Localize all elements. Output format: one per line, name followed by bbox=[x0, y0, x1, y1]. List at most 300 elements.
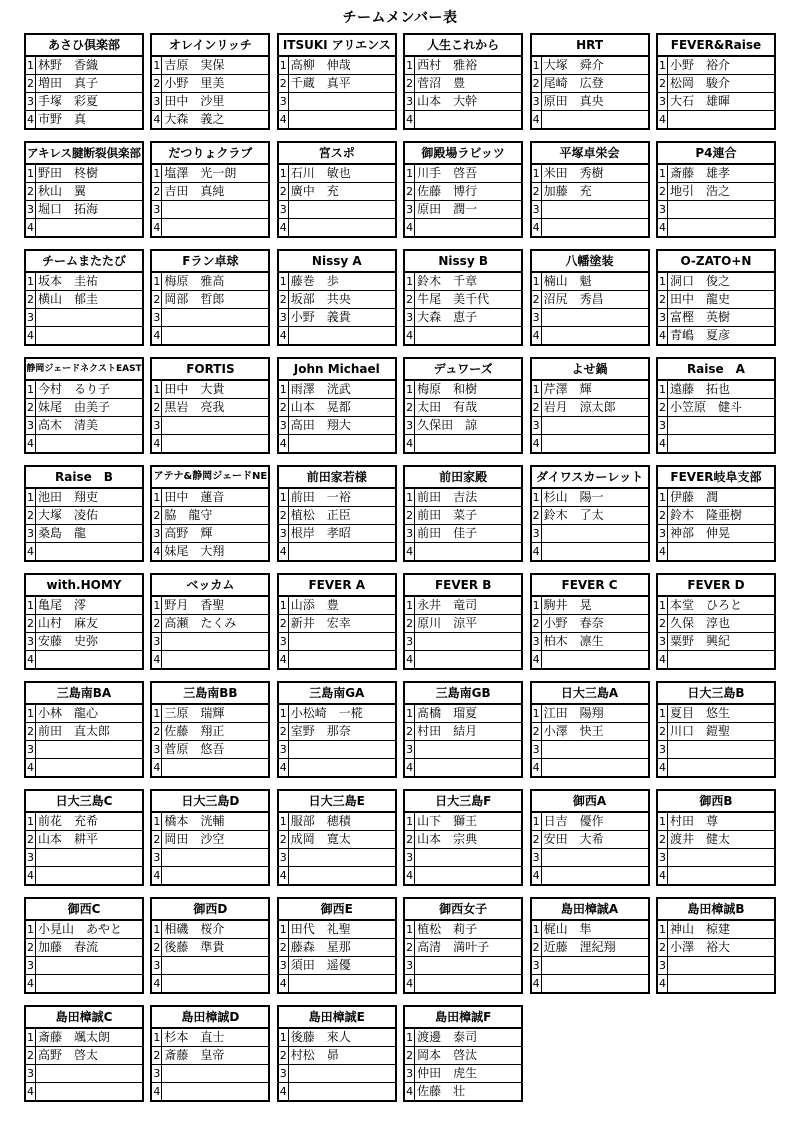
member-name: 相磯 桜介 bbox=[164, 922, 225, 936]
member-name bbox=[162, 957, 268, 974]
team-box bbox=[277, 789, 397, 886]
member-row bbox=[279, 597, 395, 615]
member-row bbox=[658, 183, 774, 201]
member-number: 4 bbox=[279, 761, 287, 774]
member-name bbox=[36, 849, 142, 866]
member-number: 4 bbox=[279, 545, 287, 558]
team-box bbox=[656, 141, 776, 238]
page-title: チームメンバー表 bbox=[342, 10, 458, 26]
member-name: 田代 礼聖 bbox=[290, 922, 351, 936]
member-name: 大塚 舜介 bbox=[543, 58, 604, 72]
member-number: 3 bbox=[406, 95, 414, 108]
member-row bbox=[532, 741, 648, 759]
member-name bbox=[542, 525, 648, 542]
member-name: 秋山 翼 bbox=[38, 184, 87, 198]
member-number: 4 bbox=[658, 113, 666, 126]
member-number: 3 bbox=[27, 1067, 34, 1080]
member-name bbox=[542, 327, 648, 344]
member-row bbox=[658, 111, 774, 128]
member-name bbox=[36, 327, 142, 344]
member-number: 4 bbox=[27, 869, 34, 882]
team-name: 宮スポ bbox=[279, 143, 395, 165]
team-box bbox=[150, 357, 270, 454]
member-row bbox=[26, 273, 142, 291]
member-number: 1 bbox=[406, 275, 414, 288]
member-name bbox=[542, 111, 648, 128]
member-row bbox=[279, 939, 395, 957]
member-number: 3 bbox=[279, 203, 287, 216]
member-number: 4 bbox=[532, 653, 540, 666]
member-name bbox=[289, 633, 395, 650]
member-row bbox=[152, 1065, 268, 1083]
member-number: 1 bbox=[658, 167, 666, 180]
member-row bbox=[152, 849, 268, 867]
member-number: 1 bbox=[279, 275, 287, 288]
member-number: 4 bbox=[532, 221, 540, 234]
member-name: 小澤 快王 bbox=[543, 724, 604, 738]
member-row bbox=[26, 831, 142, 849]
member-row bbox=[658, 759, 774, 776]
member-name: 大石 雄暉 bbox=[669, 94, 730, 108]
team-box bbox=[403, 249, 523, 346]
member-number: 4 bbox=[532, 113, 540, 126]
team-name: 御殿場ラビッツ bbox=[405, 143, 521, 165]
member-number: 2 bbox=[279, 401, 287, 414]
member-name bbox=[668, 957, 774, 974]
member-name bbox=[36, 957, 142, 974]
team-name: FORTIS bbox=[152, 359, 268, 381]
member-name: 小野 義貴 bbox=[290, 310, 351, 324]
member-name: 堀口 拓海 bbox=[38, 202, 99, 216]
member-number: 3 bbox=[532, 959, 540, 972]
member-row bbox=[152, 831, 268, 849]
member-number: 1 bbox=[658, 59, 666, 72]
team-name: 日大三島F bbox=[405, 791, 521, 813]
member-number: 4 bbox=[27, 761, 34, 774]
team-grid bbox=[24, 33, 776, 1102]
member-row bbox=[532, 543, 648, 560]
member-number: 2 bbox=[532, 509, 540, 522]
team-box bbox=[530, 681, 650, 778]
member-number: 1 bbox=[532, 383, 540, 396]
member-number: 2 bbox=[658, 185, 666, 198]
team-name: あさひ倶楽部 bbox=[26, 35, 142, 57]
member-row bbox=[532, 399, 648, 417]
member-row bbox=[658, 489, 774, 507]
member-row bbox=[26, 741, 142, 759]
member-name: 村田 尊 bbox=[669, 814, 718, 828]
member-row bbox=[405, 759, 521, 776]
member-number: 3 bbox=[27, 635, 34, 648]
team-name: だつりょクラブ bbox=[152, 143, 268, 165]
member-name: 林野 香織 bbox=[38, 58, 99, 72]
member-name bbox=[162, 867, 268, 884]
member-row bbox=[532, 975, 648, 992]
member-number: 3 bbox=[532, 635, 540, 648]
member-row bbox=[279, 759, 395, 776]
member-number: 4 bbox=[153, 977, 161, 990]
member-row bbox=[152, 705, 268, 723]
member-row bbox=[658, 705, 774, 723]
member-number: 4 bbox=[406, 761, 414, 774]
member-name: 松岡 駿介 bbox=[669, 76, 730, 90]
member-number: 4 bbox=[153, 761, 161, 774]
team-box bbox=[403, 1005, 523, 1102]
member-row bbox=[405, 507, 521, 525]
member-row bbox=[279, 165, 395, 183]
member-number: 4 bbox=[153, 653, 161, 666]
member-number: 1 bbox=[27, 167, 34, 180]
team-name: 三島南BA bbox=[26, 683, 142, 705]
team-name: 御西C bbox=[26, 899, 142, 921]
member-row bbox=[279, 381, 395, 399]
team-box bbox=[150, 33, 270, 130]
member-number: 3 bbox=[27, 419, 34, 432]
member-number: 3 bbox=[153, 743, 161, 756]
member-name bbox=[162, 219, 268, 236]
member-number: 1 bbox=[153, 167, 161, 180]
member-row bbox=[405, 111, 521, 128]
member-name: 斎藤 皇帝 bbox=[164, 1048, 225, 1062]
team-name: よせ鍋 bbox=[532, 359, 648, 381]
member-number: 2 bbox=[153, 77, 161, 90]
member-number: 1 bbox=[532, 491, 540, 504]
member-number: 1 bbox=[153, 707, 161, 720]
team-name: 八幡塗装 bbox=[532, 251, 648, 273]
member-name: 斎藤 雄孝 bbox=[669, 166, 730, 180]
member-number: 3 bbox=[279, 743, 287, 756]
member-number: 2 bbox=[153, 401, 161, 414]
member-name: 野田 柊樹 bbox=[38, 166, 99, 180]
member-name: 山村 麻友 bbox=[38, 616, 99, 630]
member-number: 3 bbox=[406, 203, 414, 216]
member-row bbox=[152, 759, 268, 776]
team-box bbox=[530, 897, 650, 994]
member-number: 1 bbox=[532, 707, 540, 720]
member-name: 日吉 優作 bbox=[543, 814, 604, 828]
member-number: 4 bbox=[153, 221, 161, 234]
member-name bbox=[162, 975, 268, 992]
member-name: 佐藤 翔正 bbox=[164, 724, 225, 738]
member-name: 髙橋 瑠夏 bbox=[417, 706, 478, 720]
member-number: 2 bbox=[153, 725, 161, 738]
member-row bbox=[26, 525, 142, 543]
member-number: 4 bbox=[532, 329, 540, 342]
member-number: 2 bbox=[279, 833, 287, 846]
member-row bbox=[152, 597, 268, 615]
member-name bbox=[289, 867, 395, 884]
team-box bbox=[24, 1005, 144, 1102]
member-number: 1 bbox=[279, 923, 287, 936]
team-box bbox=[24, 357, 144, 454]
member-number: 1 bbox=[406, 599, 414, 612]
member-number: 2 bbox=[27, 185, 34, 198]
member-row bbox=[279, 219, 395, 236]
member-name: 須田 遥優 bbox=[290, 958, 351, 972]
member-row bbox=[152, 939, 268, 957]
member-name: 黒岩 亮我 bbox=[164, 400, 225, 414]
member-number: 1 bbox=[27, 59, 34, 72]
member-name bbox=[542, 219, 648, 236]
member-name: 高木 清美 bbox=[38, 418, 99, 432]
team-name: 人生これから bbox=[405, 35, 521, 57]
member-row bbox=[26, 705, 142, 723]
member-name: 脇 龍守 bbox=[164, 508, 213, 522]
member-name: 楠山 魁 bbox=[543, 274, 592, 288]
member-number: 4 bbox=[279, 329, 287, 342]
member-name: 小澤 裕大 bbox=[669, 940, 730, 954]
team-name: 静岡ジェードネクストEAST bbox=[26, 359, 142, 381]
member-row bbox=[532, 939, 648, 957]
member-name: 久保 淳也 bbox=[669, 616, 730, 630]
member-name bbox=[542, 975, 648, 992]
member-number: 3 bbox=[406, 635, 414, 648]
member-name: 柏木 凛生 bbox=[543, 634, 604, 648]
member-number: 3 bbox=[27, 959, 34, 972]
team-name: 島田樟誠B bbox=[658, 899, 774, 921]
member-number: 1 bbox=[658, 815, 666, 828]
member-row bbox=[279, 1029, 395, 1047]
member-name: 西村 雅裕 bbox=[417, 58, 478, 72]
member-number: 3 bbox=[27, 95, 34, 108]
member-row bbox=[26, 759, 142, 776]
member-name: 高田 翔大 bbox=[290, 418, 351, 432]
member-row bbox=[658, 327, 774, 344]
member-name: 前花 充希 bbox=[38, 814, 99, 828]
member-name: 粟野 興紀 bbox=[669, 634, 730, 648]
member-name bbox=[289, 651, 395, 668]
member-name bbox=[415, 849, 521, 866]
member-row bbox=[26, 651, 142, 668]
member-row bbox=[405, 939, 521, 957]
member-number: 3 bbox=[27, 527, 34, 540]
member-number: 4 bbox=[532, 977, 540, 990]
member-number: 4 bbox=[532, 761, 540, 774]
member-row bbox=[405, 597, 521, 615]
member-row bbox=[532, 849, 648, 867]
member-row bbox=[152, 867, 268, 884]
member-name: 安藤 史弥 bbox=[38, 634, 99, 648]
member-number: 1 bbox=[153, 491, 161, 504]
team-box bbox=[530, 573, 650, 670]
member-number: 1 bbox=[153, 815, 161, 828]
member-row bbox=[26, 975, 142, 992]
member-number: 1 bbox=[532, 167, 540, 180]
member-name bbox=[289, 435, 395, 452]
team-box bbox=[530, 249, 650, 346]
member-name bbox=[289, 759, 395, 776]
member-name bbox=[36, 309, 142, 326]
member-number: 2 bbox=[153, 941, 161, 954]
member-row bbox=[152, 1083, 268, 1100]
member-row bbox=[26, 1083, 142, 1100]
member-row bbox=[405, 525, 521, 543]
member-number: 3 bbox=[532, 95, 540, 108]
member-name: 地引 浩之 bbox=[669, 184, 730, 198]
member-number: 2 bbox=[279, 725, 287, 738]
member-number: 3 bbox=[406, 1067, 414, 1080]
member-number: 2 bbox=[27, 941, 34, 954]
member-number: 3 bbox=[532, 527, 540, 540]
member-name bbox=[36, 651, 142, 668]
member-number: 2 bbox=[406, 185, 414, 198]
member-name: 村田 結月 bbox=[417, 724, 478, 738]
member-number: 3 bbox=[406, 851, 414, 864]
member-row bbox=[658, 975, 774, 992]
member-number: 4 bbox=[406, 437, 414, 450]
member-number: 3 bbox=[532, 851, 540, 864]
member-number: 2 bbox=[27, 293, 34, 306]
member-row bbox=[279, 507, 395, 525]
member-name: 横山 郁圭 bbox=[38, 292, 99, 306]
member-row bbox=[152, 93, 268, 111]
member-name: 吉原 実保 bbox=[164, 58, 225, 72]
member-number: 1 bbox=[279, 599, 287, 612]
member-name: 原川 涼平 bbox=[417, 616, 478, 630]
member-number: 2 bbox=[406, 941, 414, 954]
team-box bbox=[530, 33, 650, 130]
member-number: 1 bbox=[27, 599, 34, 612]
team-name: Raise A bbox=[658, 359, 774, 381]
member-row bbox=[152, 219, 268, 236]
member-number: 2 bbox=[406, 401, 414, 414]
team-name: 日大三島A bbox=[532, 683, 648, 705]
team-box bbox=[24, 789, 144, 886]
member-row bbox=[532, 957, 648, 975]
member-number: 2 bbox=[153, 293, 161, 306]
member-name: 駒井 晃 bbox=[543, 598, 592, 612]
member-row bbox=[658, 507, 774, 525]
member-name: 田中 大貴 bbox=[164, 382, 225, 396]
team-box bbox=[656, 573, 776, 670]
member-number: 3 bbox=[406, 959, 414, 972]
member-row bbox=[658, 615, 774, 633]
member-name bbox=[415, 975, 521, 992]
member-number: 4 bbox=[658, 761, 666, 774]
member-name: 川手 啓吾 bbox=[417, 166, 478, 180]
member-number: 2 bbox=[153, 509, 161, 522]
member-row bbox=[658, 813, 774, 831]
member-row bbox=[26, 75, 142, 93]
team-name: ダイワスカーレット bbox=[532, 467, 648, 489]
member-number: 1 bbox=[532, 275, 540, 288]
member-row bbox=[532, 759, 648, 776]
member-row bbox=[279, 273, 395, 291]
team-name: O-ZATO+N bbox=[658, 251, 774, 273]
member-number: 3 bbox=[279, 311, 287, 324]
member-row bbox=[658, 543, 774, 560]
member-name: 野月 香聖 bbox=[164, 598, 225, 612]
member-name bbox=[668, 201, 774, 218]
member-row bbox=[26, 183, 142, 201]
member-row bbox=[152, 975, 268, 992]
team-name: FEVER岐阜支部 bbox=[658, 467, 774, 489]
member-number: 3 bbox=[658, 527, 666, 540]
member-name bbox=[36, 1065, 142, 1082]
team-name: 御西A bbox=[532, 791, 648, 813]
member-number: 2 bbox=[153, 1049, 161, 1062]
member-number: 3 bbox=[658, 743, 666, 756]
member-number: 4 bbox=[279, 977, 287, 990]
team-name: ベッカム bbox=[152, 575, 268, 597]
member-name: 大森 義之 bbox=[164, 112, 225, 126]
member-number: 4 bbox=[406, 113, 414, 126]
member-number: 1 bbox=[153, 383, 161, 396]
member-number: 2 bbox=[27, 833, 34, 846]
team-box bbox=[277, 573, 397, 670]
member-name bbox=[162, 1083, 268, 1100]
team-box bbox=[403, 141, 523, 238]
member-name: 仲田 虎生 bbox=[417, 1066, 478, 1080]
member-row bbox=[26, 219, 142, 236]
member-name: 本堂 ひろと bbox=[669, 598, 742, 612]
member-row bbox=[405, 327, 521, 344]
member-name bbox=[668, 543, 774, 560]
member-row bbox=[658, 201, 774, 219]
team-name: オレインリッチ bbox=[152, 35, 268, 57]
member-number: 2 bbox=[406, 725, 414, 738]
member-row bbox=[279, 723, 395, 741]
member-row bbox=[26, 957, 142, 975]
member-name: 梅原 和樹 bbox=[417, 382, 478, 396]
member-name: 夏目 悠生 bbox=[669, 706, 730, 720]
member-number: 2 bbox=[279, 941, 287, 954]
member-row bbox=[405, 615, 521, 633]
member-name bbox=[668, 219, 774, 236]
member-row bbox=[658, 57, 774, 75]
team-name: 日大三島E bbox=[279, 791, 395, 813]
member-number: 4 bbox=[658, 653, 666, 666]
member-name bbox=[36, 759, 142, 776]
member-name bbox=[415, 759, 521, 776]
member-number: 3 bbox=[153, 95, 161, 108]
team-box bbox=[150, 681, 270, 778]
member-number: 1 bbox=[658, 599, 666, 612]
member-row bbox=[279, 975, 395, 992]
member-number: 2 bbox=[279, 509, 287, 522]
member-row bbox=[405, 1065, 521, 1083]
team-name: チームまたたび bbox=[26, 251, 142, 273]
team-name: 日大三島C bbox=[26, 791, 142, 813]
member-name bbox=[415, 327, 521, 344]
member-number: 2 bbox=[153, 617, 161, 630]
member-row bbox=[152, 75, 268, 93]
member-name: 渡邊 泰司 bbox=[417, 1030, 478, 1044]
team-box bbox=[403, 573, 523, 670]
member-number: 1 bbox=[532, 599, 540, 612]
member-row bbox=[26, 849, 142, 867]
member-number: 1 bbox=[27, 491, 34, 504]
member-row bbox=[279, 201, 395, 219]
member-name bbox=[668, 867, 774, 884]
member-name bbox=[415, 957, 521, 974]
member-row bbox=[405, 435, 521, 452]
member-name: 芹澤 輝 bbox=[543, 382, 592, 396]
team-name: 島田樟誠D bbox=[152, 1007, 268, 1029]
member-row bbox=[658, 291, 774, 309]
member-row bbox=[26, 381, 142, 399]
member-number: 4 bbox=[658, 869, 666, 882]
member-number: 2 bbox=[27, 617, 34, 630]
member-number: 1 bbox=[532, 59, 540, 72]
member-number: 1 bbox=[279, 383, 287, 396]
member-name bbox=[668, 759, 774, 776]
team-box bbox=[403, 789, 523, 886]
member-number: 2 bbox=[532, 401, 540, 414]
member-number: 4 bbox=[279, 221, 287, 234]
member-name: 高清 満叶子 bbox=[417, 940, 490, 954]
member-row bbox=[405, 741, 521, 759]
